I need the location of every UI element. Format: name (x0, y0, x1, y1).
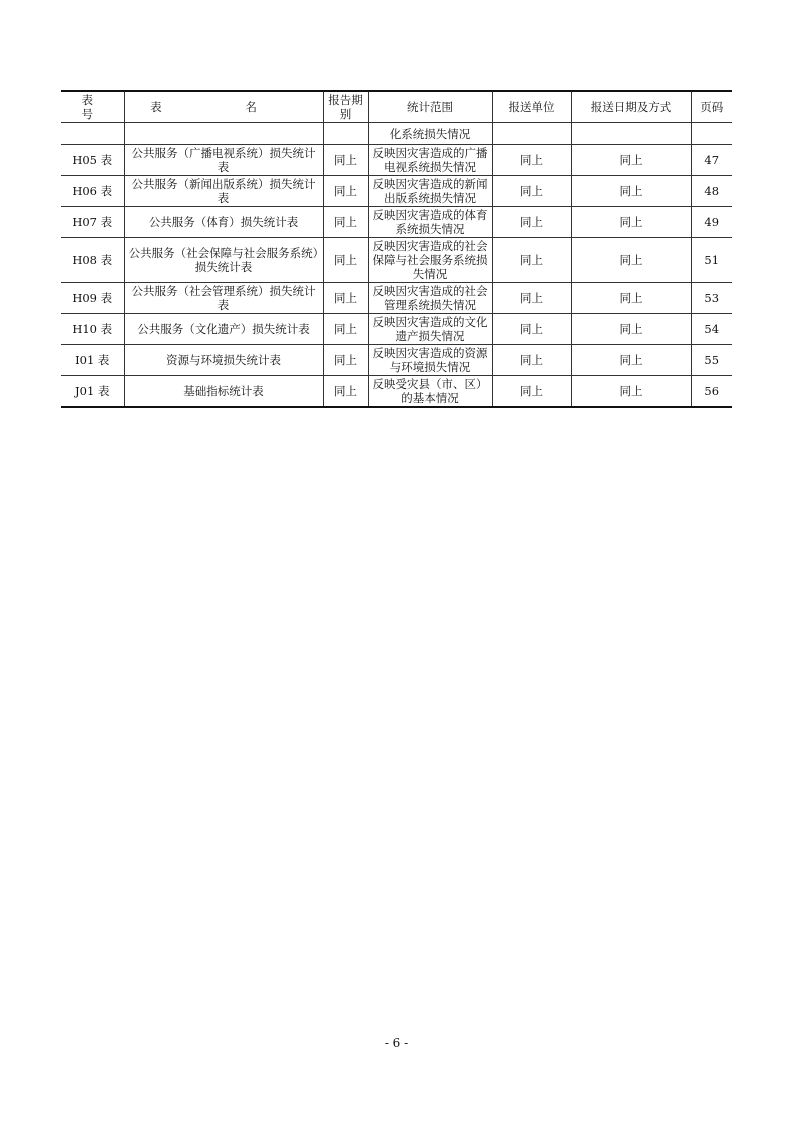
cell-period: 同上 (323, 145, 368, 176)
cell-unit (492, 123, 571, 145)
cell-date: 同上 (571, 207, 691, 238)
cell-page: 48 (691, 176, 732, 207)
cell-page: 56 (691, 376, 732, 408)
cell-unit: 同上 (492, 145, 571, 176)
cell-unit: 同上 (492, 207, 571, 238)
cell-period: 同上 (323, 376, 368, 408)
cell-name: 资源与环境损失统计表 (124, 345, 323, 376)
header-page: 页码 (691, 91, 732, 123)
cell-scope: 反映因灾害造成的体育系统损失情况 (368, 207, 492, 238)
table-row (61, 123, 732, 145)
cell-page: 54 (691, 314, 732, 345)
header-code: 表 号 (61, 91, 124, 123)
cell-code: H07 表 (61, 207, 124, 238)
table-row (61, 145, 732, 176)
cell-unit: 同上 (492, 238, 571, 283)
cell-code: J01 表 (61, 376, 124, 408)
table-row (61, 345, 732, 376)
cell-period: 同上 (323, 176, 368, 207)
cell-name: 公共服务（文化遗产）损失统计表 (124, 314, 323, 345)
table-row (61, 376, 732, 408)
cell-scope: 反映因灾害造成的社会管理系统损失情况 (368, 283, 492, 314)
cell-page: 51 (691, 238, 732, 283)
cell-name: 公共服务（社会保障与社会服务系统）损失统计表 (124, 238, 323, 283)
cell-date: 同上 (571, 145, 691, 176)
header-unit: 报送单位 (492, 91, 571, 123)
cell-unit: 同上 (492, 376, 571, 408)
cell-name (124, 123, 323, 145)
header-date: 报送日期及方式 (571, 91, 691, 123)
header-name: 表 名 (124, 91, 323, 123)
cell-page (691, 123, 732, 145)
cell-date (571, 123, 691, 145)
cell-period: 同上 (323, 207, 368, 238)
cell-code: H10 表 (61, 314, 124, 345)
cell-unit: 同上 (492, 176, 571, 207)
cell-code: H06 表 (61, 176, 124, 207)
cell-unit: 同上 (492, 345, 571, 376)
table-row (61, 283, 732, 314)
cell-page: 47 (691, 145, 732, 176)
cell-scope: 化系统损失情况 (368, 123, 492, 145)
cell-date: 同上 (571, 376, 691, 408)
cell-period: 同上 (323, 283, 368, 314)
cell-code: H05 表 (61, 145, 124, 176)
table-row (61, 314, 732, 345)
cell-name: 公共服务（新闻出版系统）损失统计表 (124, 176, 323, 207)
cell-page: 53 (691, 283, 732, 314)
cell-page: 55 (691, 345, 732, 376)
cell-date: 同上 (571, 314, 691, 345)
cell-name: 公共服务（体育）损失统计表 (124, 207, 323, 238)
cell-scope: 反映因灾害造成的广播电视系统损失情况 (368, 145, 492, 176)
cell-scope: 反映因灾害造成的社会保障与社会服务系统损失情况 (368, 238, 492, 283)
cell-period: 同上 (323, 238, 368, 283)
table-row (61, 176, 732, 207)
cell-name: 公共服务（广播电视系统）损失统计表 (124, 145, 323, 176)
page-number: - 6 - (384, 1036, 409, 1050)
cell-name: 公共服务（社会管理系统）损失统计表 (124, 283, 323, 314)
cell-scope: 反映因灾害造成的文化遗产损失情况 (368, 314, 492, 345)
cell-unit: 同上 (492, 283, 571, 314)
cell-date: 同上 (571, 238, 691, 283)
cell-code: H09 表 (61, 283, 124, 314)
table-header-row (61, 91, 732, 123)
cell-name: 基础指标统计表 (124, 376, 323, 408)
header-period: 报告期别 (323, 91, 368, 123)
cell-date: 同上 (571, 176, 691, 207)
cell-code: I01 表 (61, 345, 124, 376)
cell-scope: 反映受灾县（市、区）的基本情况 (368, 376, 492, 408)
cell-scope: 反映因灾害造成的资源与环境损失情况 (368, 345, 492, 376)
cell-page: 49 (691, 207, 732, 238)
table-row (61, 207, 732, 238)
cell-unit: 同上 (492, 314, 571, 345)
cell-date: 同上 (571, 345, 691, 376)
cell-period: 同上 (323, 314, 368, 345)
table-row (61, 238, 732, 283)
catalog-table (61, 90, 732, 408)
cell-period: 同上 (323, 345, 368, 376)
cell-period (323, 123, 368, 145)
cell-date: 同上 (571, 283, 691, 314)
header-scope: 统计范围 (368, 91, 492, 123)
cell-code: H08 表 (61, 238, 124, 283)
cell-scope: 反映因灾害造成的新闻出版系统损失情况 (368, 176, 492, 207)
cell-code (61, 123, 124, 145)
